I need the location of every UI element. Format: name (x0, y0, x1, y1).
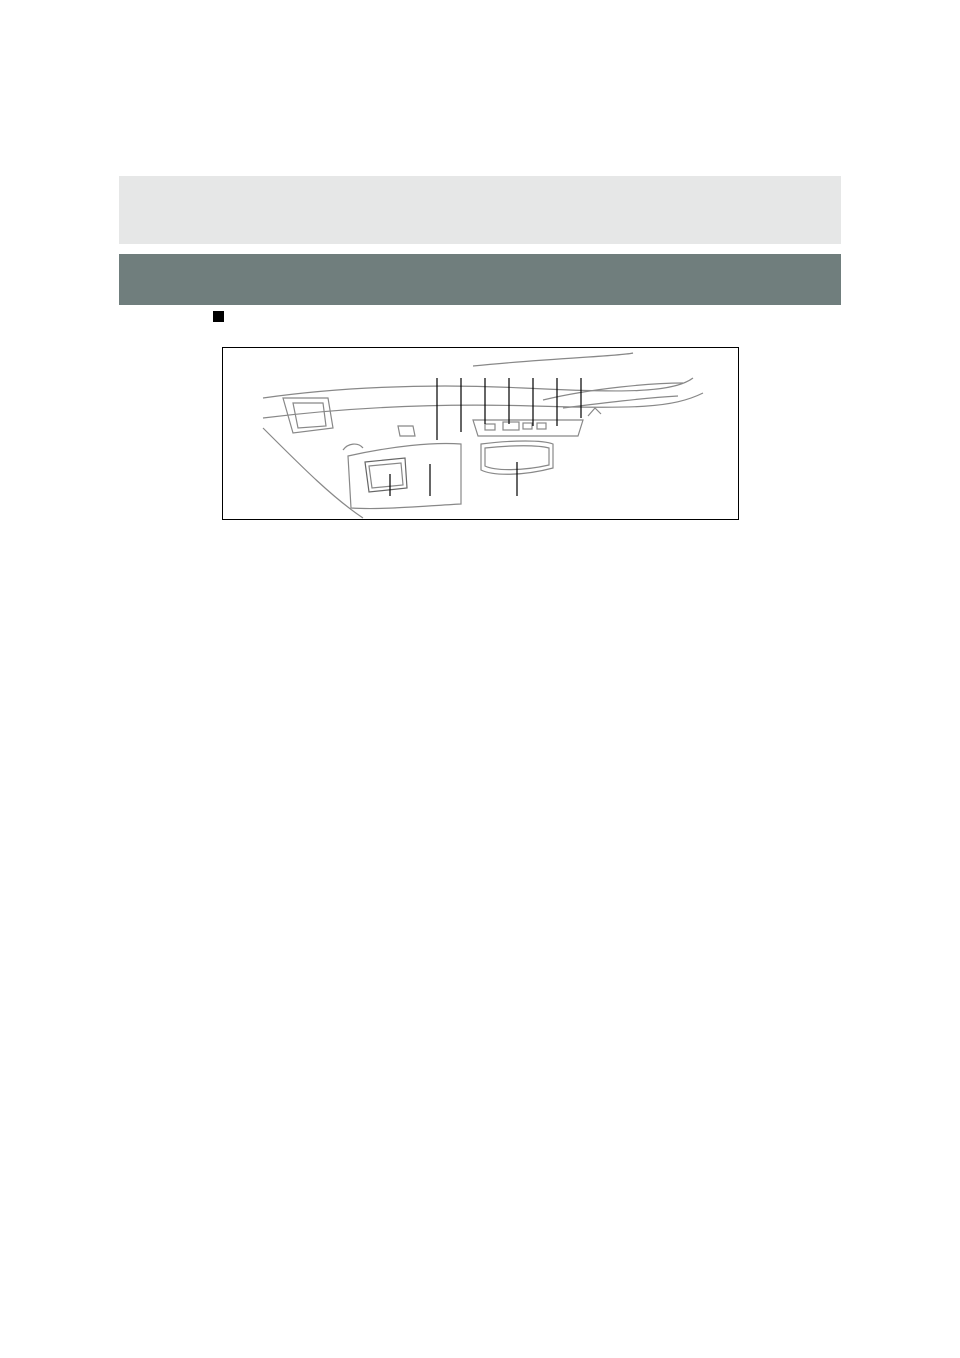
square-bullet-icon (213, 311, 224, 322)
header-band (119, 176, 841, 244)
overhead-console-illustration (222, 347, 739, 520)
overhead-console-drawing (223, 348, 738, 519)
header-dark-band (119, 254, 841, 305)
section-title (213, 311, 227, 322)
